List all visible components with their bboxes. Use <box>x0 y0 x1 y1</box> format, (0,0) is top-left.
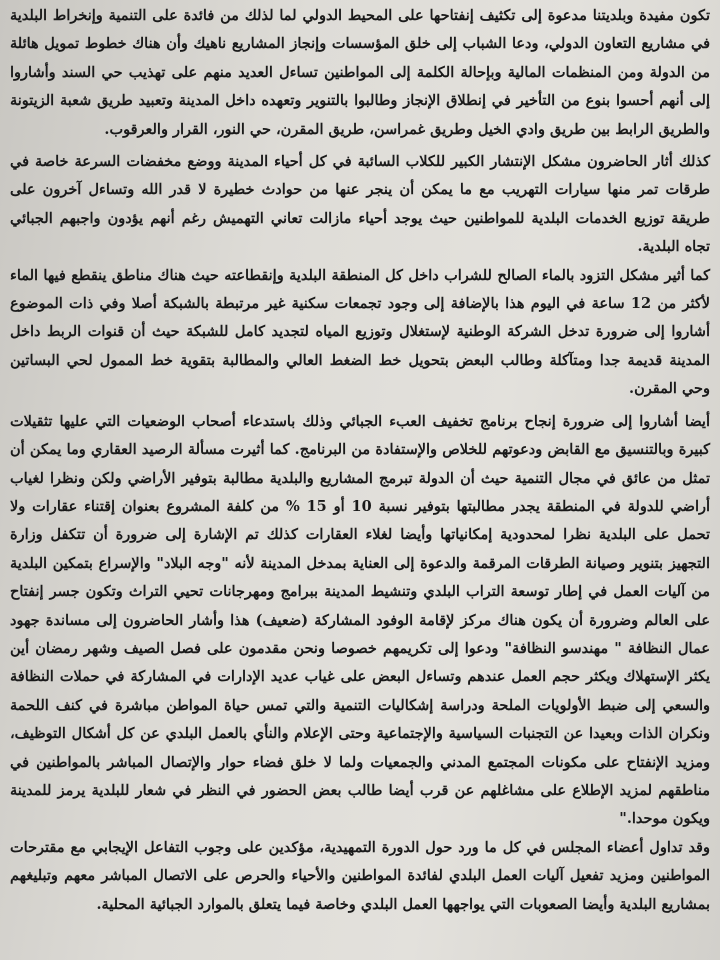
paragraph-3: كما أثير مشكل التزود بالماء الصالح للشراب داخل كل المنطقة البلدية وإنقطاعته حيث هناك مناطق ينقطع فيها الماء لأكثر من 12 ساعة في اليوم هذا بالإضافة إلى وجود تجمعات سكنية غير مرتبطة بالشبكة أصلا وفي ذات الموضوع أشاروا إلى ضرورة تدخل الشركة الوطنية لإستغلال وتوزيع المياه لتجديد كامل للشبكة حيث أن قنوات الربط داخل المدينة قديمة جدا ومتآكلة وطالب البعض بتحويل خط الضغط العالي والمطالبة بتقوية خط الممول لحي البساتين وحي المقرن. <box>10 266 710 398</box>
paragraph-1: تكون مفيدة وبلديتنا مدعوة إلى تكثيف إنفتاحها على المحيط الدولي لما لذلك من فائدة على التنمية وإنخراط البلدية في مشاريع التعاون الدولي، ودعا الشباب إلى خلق المؤسسات وإنجاز المشاريع ناهيك وأن هناك خطوط تمويل هائلة من الدولة ومن المنظمات المالية وبإحالة الكلمة إلى المواطنين تساءل العديد منهم على تهذيب حي السند وأشاروا إلى أنهم أحسوا بنوع من التأخير في إنطلاق الإنجاز وطالبوا بالتنوير وتعهده داخل المدينة وتعبيد طريق شعبة الزيتونة والطريق الرابط بين طريق وادي الخيل وطريق غمراسن، طريق المقرن، حي النور، القرار والعرقوب. <box>10 7 710 138</box>
document-body <box>10 2 710 919</box>
paragraph-2: كذلك أثار الحاضرون مشكل الإنتشار الكبير للكلاب السائبة في كل أحياء المدينة ووضع مخفضات السرعة خاصة في طرقات تمر منها سيارات التهريب مع ما يمكن أن ينجر عنها من حوادث خطيرة لا قدر الله وتساءل آخرون على طريقة توزيع الخدمات البلدية للمواطنين حيث يوجد أحياء مازالت تعاني التهميش رغم أنهم يؤدون واجبهم الجبائي تجاه البلدية. <box>10 153 710 256</box>
paragraph-4: أيضا أشاروا إلى ضرورة إنجاح برنامج تخفيف العبء الجبائي وذلك باستدعاء أصحاب الوضعيات التي عليها تثقيلات كبيرة وبالتنسيق مع القابض ودعوتهم للخلاص والإستفادة من البرنامج. كما أثيرت مسألة الرصيد العقاري وما يمكن أن تمثل من عائق في مجال التنمية حيث أن الدولة تبرمج المشاريع والبلدية مطالبة بتوفير الأراضي ولكن ونظرا لغياب أراضي للدولة في المنطقة يجدر مطالبتها بتوفير نسبة 10 أو 15 % من كلفة المشروع بعنوان إقتناء عقارات ولا تحمل على البلدية نظرا لمحدودية إمكانياتها وأيضا لغلاء العقارات كذلك تم الإشارة إلى ضرورة أن تتكفل وزارة التجهيز بتنوير وصيانة الطرقات المرقمة والدعوة إلى العناية بمدخل المدينة لأنه "وجه البلاد" والإسراع بتمكين البلدية من آليات العمل في إطار توسعة التراب البلدي وتنشيط المدينة ببرامج ومهرجانات تحيي التراث وتكون جسر إنفتاح على العالم وضرورة أن يكون هناك مركز لإقامة الوفود المشاركة (ضعيف) هذا وأشار الحاضرون إلى مساندة جهود عمال النظافة " مهندسو النظافة" ودعوا إلى تكريمهم خصوصا ونحن مقدمون على فصل الصيف وشهر رمضان أين يكثر الإستهلاك ويكثر حجم العمل عندهم وتساءل البعض على غياب عديد الإدارات في المشاركة في حملات النظافة والسعي إلى ضبط الأولويات الملحة ودراسة إشكاليات التنمية والتي تمس حياة المواطن مباشرة في كنف اللحمة ونكران الذات وبعيدا عن التجنبات السياسية والإجتماعية وحتى الإعلام والنأي بالعمل البلدي عن كل أشكال التوظيف، ومزيد الإنفتاح على مكونات المجتمع المدني والجمعيات ولما لا خلق فضاء حوار والإتصال المباشر بالمواطنين في مناطقهم لمزيد الإطلاع على مشاغلهم عن قرب أيضا طالب بعض الحضور في النظر في شعار للبلدية يرمز للمدينة ويكون موحدا." <box>10 412 710 828</box>
paragraph-5: وقد تداول أعضاء المجلس في كل ما ورد حول الدورة التمهيدية، مؤكدين على وجوب التفاعل الإيجابي مع مقترحات المواطنين ومزيد تفعيل آليات العمل البلدي لفائدة المواطنين والأحياء والحرص على الاتصال المباشر معهم وتبليغهم بمشاريع البلدية وأيضا الصعوبات التي يواجهها العمل البلدي وخاصة فيما يتعلق بالموارد الجبائية المحلية. <box>10 838 710 913</box>
